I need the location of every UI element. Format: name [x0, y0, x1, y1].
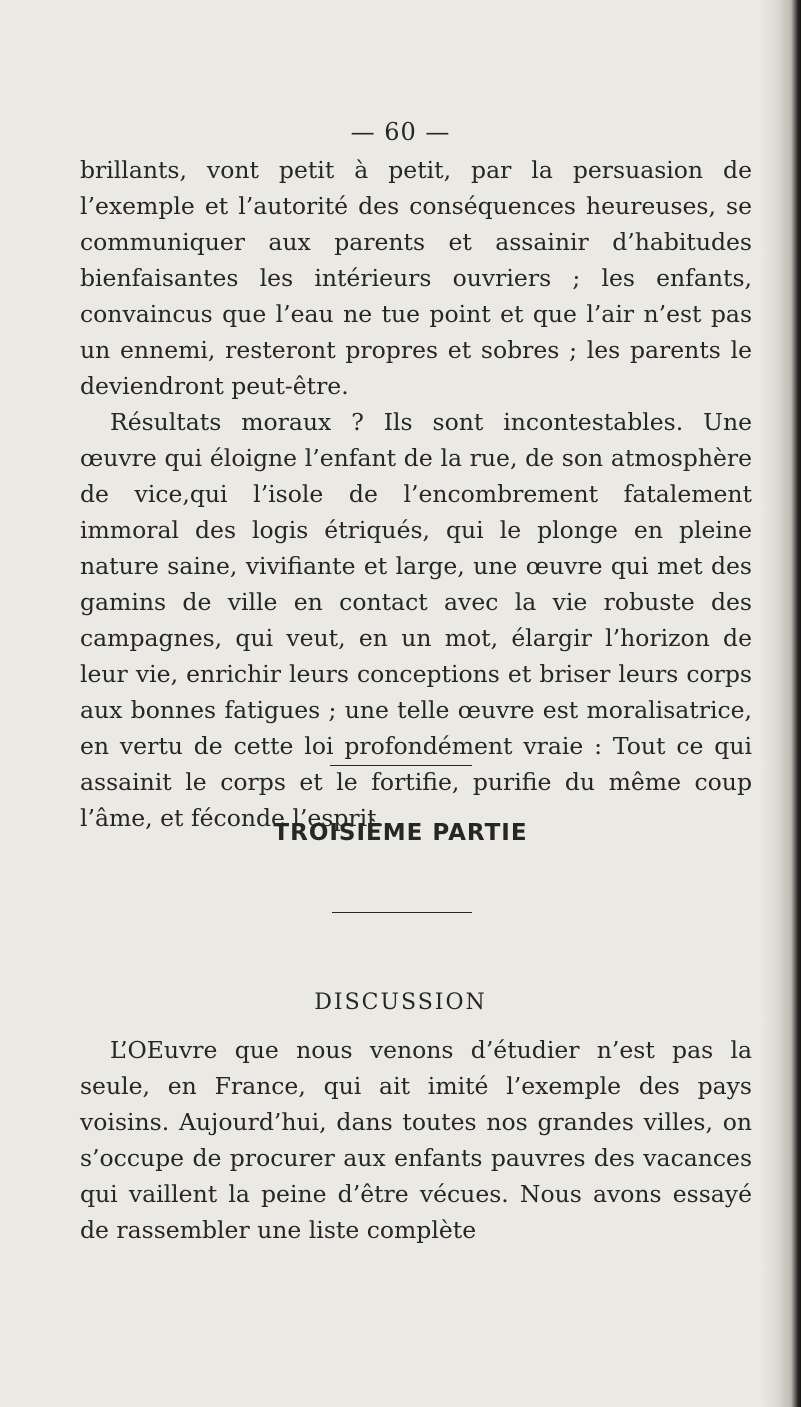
- body-text-bottom: [80, 1032, 752, 1248]
- paragraph-discussion: L’OEuvre que nous venons d’étudier n’est pas la seule, en France, qui ait imité l’exemple des pays voisins. Aujourd’hui, dans toutes nos grandes villes, on s’occupe de procurer aux enfants pauvres des vacances qui vaillent la peine d’être vécues. Nous avons essayé de rassembler une liste complète: [80, 1036, 752, 1244]
- page-number: — 60 —: [350, 118, 451, 146]
- section-divider-top: [330, 765, 472, 766]
- body-text-top: [80, 152, 752, 836]
- paragraph-continued: brillants, vont petit à petit, par la persuasion de l’exemple et l’autorité des conséquences heureuses, se communiquer aux parents et assainir d’habitudes bienfaisantes les intérieurs ouvriers ; les enfants, convaincus que l’eau ne tue point et que l’air n’est pas un ennemi, resteront propres et sobres ; les parents le deviendront peut-être.: [80, 156, 752, 400]
- section-divider-bottom: [332, 912, 472, 913]
- section-title: DISCUSSION: [314, 990, 487, 1015]
- part-title: TROISIÈME PARTIE: [273, 820, 528, 846]
- page-binding-edge: [761, 0, 801, 1407]
- paragraph-moral-results: Résultats moraux ? Ils sont incontestables. Une œuvre qui éloigne l’enfant de la rue, de son atmosphère de vice,qui l’isole de l’encombrement fatalement immoral des logis étriqués, qui le plonge en pleine nature saine, vivifiante et large, une œuvre qui met des gamins de ville en contact avec la vie robuste des campagnes, qui veut, en un mot, élargir l’horizon de leur vie, enrichir leurs conceptions et briser leurs corps aux bonnes fatigues ; une telle œuvre est moralisatrice, en vertu de cette loi profondément vraie : Tout ce qui assainit le corps et le fortifie, purifie du même coup l’âme, et féconde l’esprit.: [80, 408, 752, 832]
